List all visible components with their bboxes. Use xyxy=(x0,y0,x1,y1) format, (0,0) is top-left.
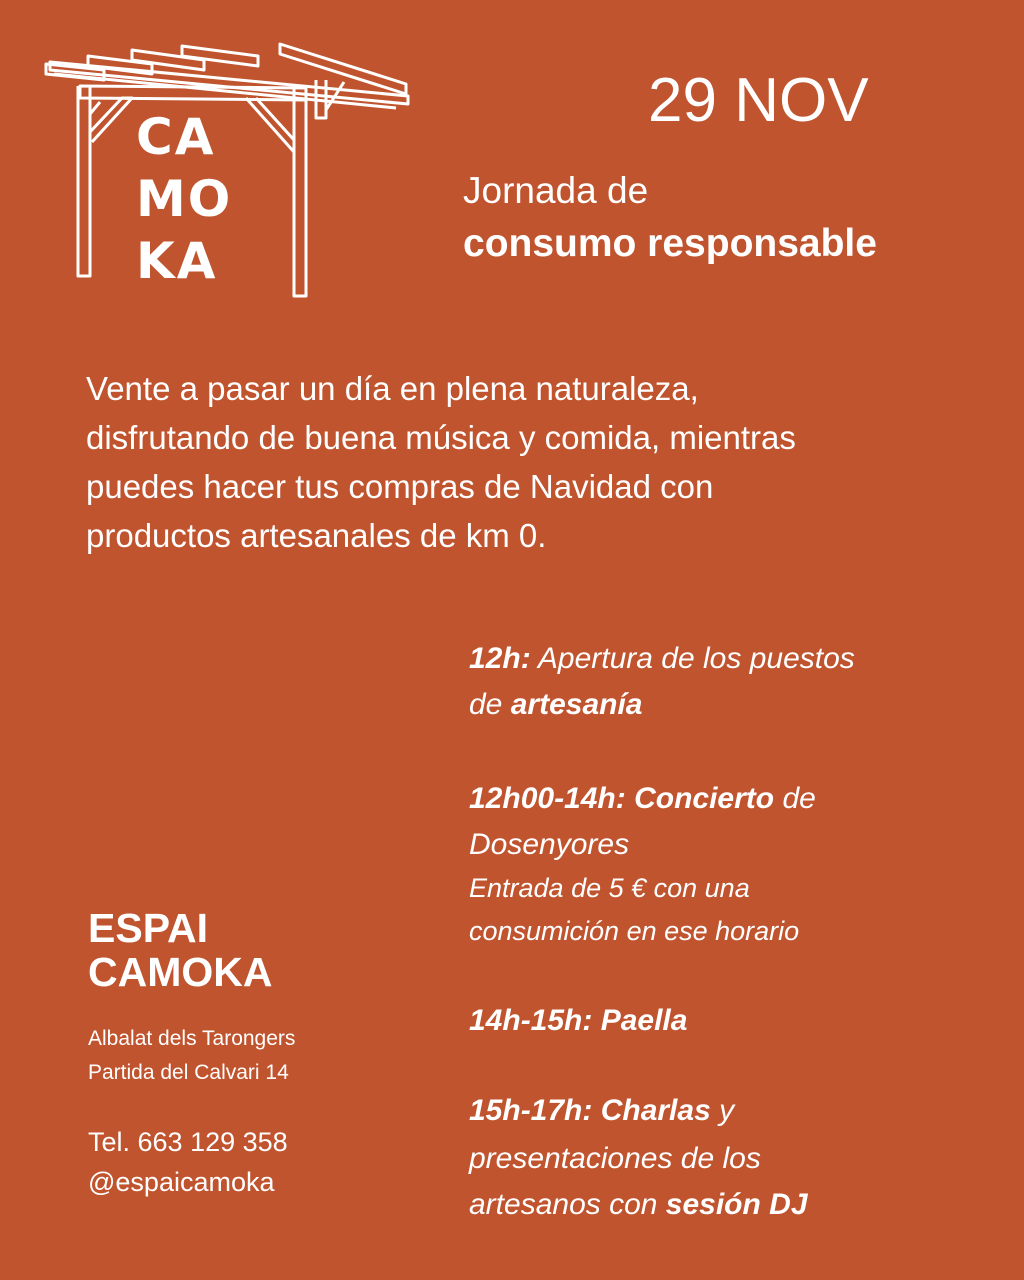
schedule-highlight: Paella xyxy=(592,1004,688,1037)
camoka-logo xyxy=(44,40,416,302)
logo-text-line-2: MO xyxy=(136,170,233,228)
schedule-text: y xyxy=(710,1094,735,1127)
event-date: 29 NOV xyxy=(648,66,869,135)
schedule-time: 15h-17h: xyxy=(469,1094,593,1127)
address-line-1: Albalat dels Tarongers xyxy=(88,1027,296,1050)
venue-name-line-1: ESPAI xyxy=(88,905,208,951)
schedule-item-4-line-3 xyxy=(469,1190,808,1220)
address-line-2: Partida del Calvari 14 xyxy=(88,1061,289,1084)
logo-text-line-3: KA xyxy=(136,232,218,290)
schedule-item-2-note-1: Entrada de 5 € con una xyxy=(469,873,750,903)
schedule-item-1-line-1 xyxy=(469,644,855,674)
schedule-text: artesanos con xyxy=(469,1188,666,1221)
schedule-highlight: sesión DJ xyxy=(665,1188,808,1221)
schedule-time: 12h00-14h: xyxy=(469,782,626,815)
intro-paragraph xyxy=(86,364,986,560)
social-handle: @espaicamoka xyxy=(88,1167,275,1197)
schedule-item-2-line-2: Dosenyores xyxy=(469,828,630,861)
event-subtitle-line-1: Jornada de xyxy=(463,170,649,211)
schedule-text: de xyxy=(469,688,511,721)
venue-name xyxy=(88,906,272,994)
schedule-item-4-line-1 xyxy=(469,1096,734,1126)
intro-line: disfrutando de buena música y comida, mientras xyxy=(86,419,796,456)
schedule-time: 12h: xyxy=(469,642,531,675)
schedule-highlight: artesanía xyxy=(510,688,643,721)
schedule-item-1-line-2 xyxy=(469,690,642,720)
intro-line: productos artesanales de km 0. xyxy=(86,517,547,554)
schedule-item-2-note-2: consumición en ese horario xyxy=(469,916,800,946)
intro-line: puedes hacer tus compras de Navidad con xyxy=(86,468,714,505)
phone-number: Tel. 663 129 358 xyxy=(88,1127,288,1157)
schedule-item-2-line-1 xyxy=(469,784,816,814)
schedule-time: 14h-15h: xyxy=(469,1004,593,1037)
schedule-highlight: Charlas xyxy=(592,1094,711,1127)
schedule-highlight: Concierto xyxy=(625,782,775,815)
venue-contact xyxy=(88,1122,288,1202)
schedule-text: de xyxy=(774,782,816,815)
event-subtitle-line-2: consumo responsable xyxy=(463,222,877,265)
venue-name-line-2: CAMOKA xyxy=(88,949,273,995)
schedule-item-3 xyxy=(469,1006,687,1036)
schedule-text: Apertura de los puestos xyxy=(530,642,855,675)
intro-line: Vente a pasar un día en plena naturaleza, xyxy=(86,370,699,407)
venue-address xyxy=(88,1022,295,1090)
schedule-item-4-line-2: presentaciones de los xyxy=(469,1142,761,1175)
logo-text-line-1: CA xyxy=(136,108,216,166)
